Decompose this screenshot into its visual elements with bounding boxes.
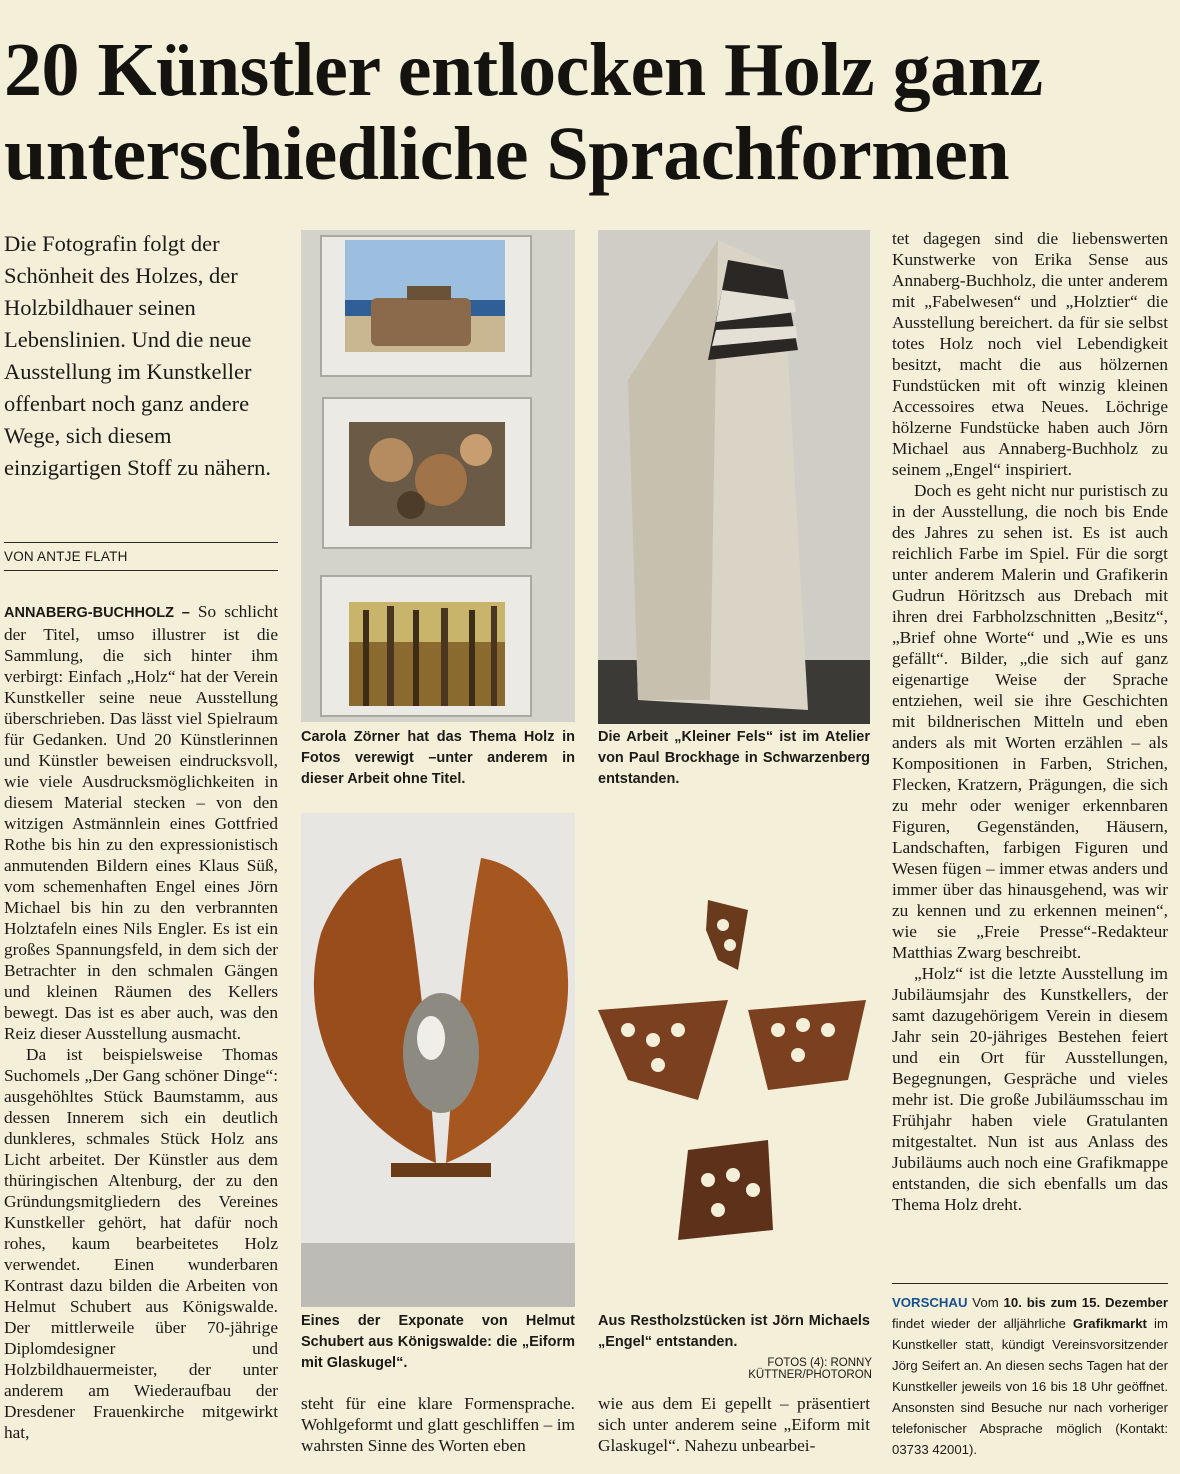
body-column-right	[892, 228, 1168, 1215]
vorschau-text-1: Vom	[967, 1295, 1004, 1310]
vorschau-kicker: VORSCHAU	[892, 1295, 968, 1310]
byline: VON ANTJE FLATH	[4, 549, 128, 564]
caption-photo-3: Eines der Exponate von Helmut Schubert aus Königswalde: die „Eiform mit Glaskugel“.	[301, 1313, 575, 1371]
sculpture-kleiner-fels-image	[598, 230, 870, 724]
sculpture-engel-image	[598, 880, 870, 1258]
caption-photo-1: Carola Zörner hat das Thema Holz in Fotos verewigt –unter anderem in dieser Arbeit ohne Titel.	[301, 729, 575, 787]
body-column-mid-1: steht für eine klare Formensprache. Wohlgeformt und glatt geschliffen – im wahrsten Sinne des Worten eben	[301, 1394, 575, 1455]
sculpture-eiform-image	[301, 813, 575, 1307]
framed-photos-image	[301, 230, 575, 722]
photo-kleiner-fels	[598, 230, 870, 724]
vorschau-text-3: im Kunstkeller statt, kündigt Vereinsvorsitzender Jörg Seifert an. An diesen sechs Tagen hat der Kunstkeller jeweils von 16 bis 18 Uhr geöffnet. Ansonsten sind Besuche nur nach vorheriger telefonischer Absprache möglich (Kontakt: 03733 42001).	[892, 1316, 1168, 1457]
vorschau-box	[892, 1292, 1168, 1460]
body-left-p1: So schlicht der Titel, umso illustrer ist die Sammlung, die sich hinter ihm verbirgt: Einfach „Holz“ hat der Verein Kunstkeller seine neue Ausstellung überschrieben. Das lässt viel Spielraum für Gedanken. Und 20 Künstlerinnen und Künstler beweisen eindrucksvoll, wie viele Ausdrucksmöglichkeiten in diesem Material stecken – von den witzigen Astmännlein eines Gottfried Rothe bis hin zu den expressionistisch anmutenden Bildern eines Klaus Süß, vom schemenhaften Engel eines Jörn Michael bis hin zu den verbrannten Holztafeln eines Nils Engler. Es ist ein großes Spannungsfeld, in dem sich der Betrachter in den schmalen Gängen und kleinen Räumen des Kellers bewegt. Das ist es aber auch, was den Reiz dieser Ausstellung ausmacht.	[4, 602, 278, 1043]
caption-photo-2: Die Arbeit „Kleiner Fels“ ist im Atelier von Paul Brockhage in Schwarzenberg entstanden.	[598, 729, 870, 787]
photo-framed-pictures	[301, 230, 575, 722]
byline-rule-top	[4, 542, 278, 543]
caption-photo-4: Aus Restholzstücken ist Jörn Michaels „Engel“ entstanden.	[598, 1313, 870, 1350]
photo-engel	[598, 880, 870, 1258]
headline: 20 Künstler entlocken Holz ganz unterschiedliche Sprachformen	[4, 28, 1043, 196]
vorschau-text-2: findet wieder der alljährliche	[892, 1316, 1073, 1331]
body-column-left	[4, 601, 278, 1443]
body-left-p2: Da ist beispielsweise Thomas Suchomels „Der Gang schöner Dinge“: ausgehöhltes Stück Baumstamm, aus dessen Innerem sich ein deutlich dunkleres, schmales Stück Holz ans Licht arbeitet. Der Künstler aus dem thüringischen Altenburg, der zu den Gründungsmitgliedern des Vereines Kunstkeller gehört, hat dafür noch rohes, kaum bearbeitetes Holz verwendet. Einen wunderbaren Kontrast dazu bilden die Arbeiten von Helmut Schubert aus Königswalde. Der mittlerweile über 70-jährige Diplomdesigner und Holzbildhauermeister, der unter anderem am Wiederaufbau der Dresdener Frauenkirche mitgewirkt hat,	[4, 1045, 278, 1442]
vorschau-event: Grafikmarkt	[1072, 1316, 1147, 1331]
body-right-p1: tet dagegen sind die liebenswerten Kunstwerke von Erika Sense aus Annaberg-Buchholz, die unter anderem mit „Fabelwesen“ und „Holztier“ die Ausstellung bereichert. da für sie selbst totes Holz noch viel Lebendigkeit besitzt, macht die aus hölzernen Fundstücken mit oft winzig kleinen Accessoires etwa Neues. Löchrige hölzerne Fundstücke haben auch Jörn Michael aus Annaberg-Buchholz zu seinem „Engel“ inspiriert.	[892, 229, 1168, 479]
byline-rule-bottom	[4, 570, 278, 571]
photo-credit: FOTOS (4): RONNY KÜTTNER/PHOTORON	[748, 1357, 872, 1381]
body-column-mid-2: wie aus dem Ei gepellt – präsentiert sich unter anderem seine „Eiform mit Glaskugel“. Nahezu unbearbei-	[598, 1394, 870, 1455]
body-right-p2: Doch es geht nicht nur puristisch zu in der Ausstellung, die noch bis Ende des Jahres zu sehen ist. Es ist auch reichlich Farbe im Spiel. Für die sorgt unter anderem Malerin und Grafikerin Gudrun Höritzsch aus Drebach mit ihren drei Farbholzschnitten „Besitz“, „Brief ohne Worte“ und „Wie es uns gefällt“. Bilder, „die sich auf ganz eigenartige Weise der Sprache entziehen, weil sie ihre Geschichten mit bildnerischen Mitteln und eben anders als mit Worten erzählen – als Kompositionen in Farben, Strichen, Flecken, Kratzern, Prägungen, die sich zu mehr oder weniger erkennbaren Figuren, Gegenständen, Häusern, Landschaften, farbigen Figuren und Wesen fügen – immer etwas anders und immer über das hinausgehend, was wir zu kennen und zu erkennen meinen“, wie sie „Freie Presse“-Redakteur Matthias Zwarg beschreibt.	[892, 481, 1168, 962]
vorschau-rule	[892, 1283, 1168, 1284]
dateline: ANNABERG-BUCHHOLZ –	[4, 605, 190, 621]
vorschau-dates: 10. bis zum 15. Dezember	[1003, 1295, 1168, 1310]
photo-eiform	[301, 813, 575, 1307]
body-right-p3: „Holz“ ist die letzte Ausstellung im Jubiläumsjahr des Kunstkellers, der samt dazugehörigem Verein in diesem Jahr sein 20-jähriges Bestehen feiert und ein Ort für Ausstellungen, Begegnungen, Gespräche und vieles mehr ist. Die große Jubiläumsschau im Frühjahr haben viele Gratulanten mitgestaltet. Nun ist aus Anlass des Jubiläums auch noch eine Grafikmappe entstanden, die sich ebenfalls um das Thema Holz dreht.	[892, 964, 1168, 1214]
lead-paragraph: Die Fotografin folgt der Schönheit des Holzes, der Holzbildhauer seinen Lebenslinien. Und die neue Ausstellung im Kunstkeller offenbart noch ganz andere Wege, sich diesem einzigartigen Stoff zu nähern.	[4, 231, 271, 480]
